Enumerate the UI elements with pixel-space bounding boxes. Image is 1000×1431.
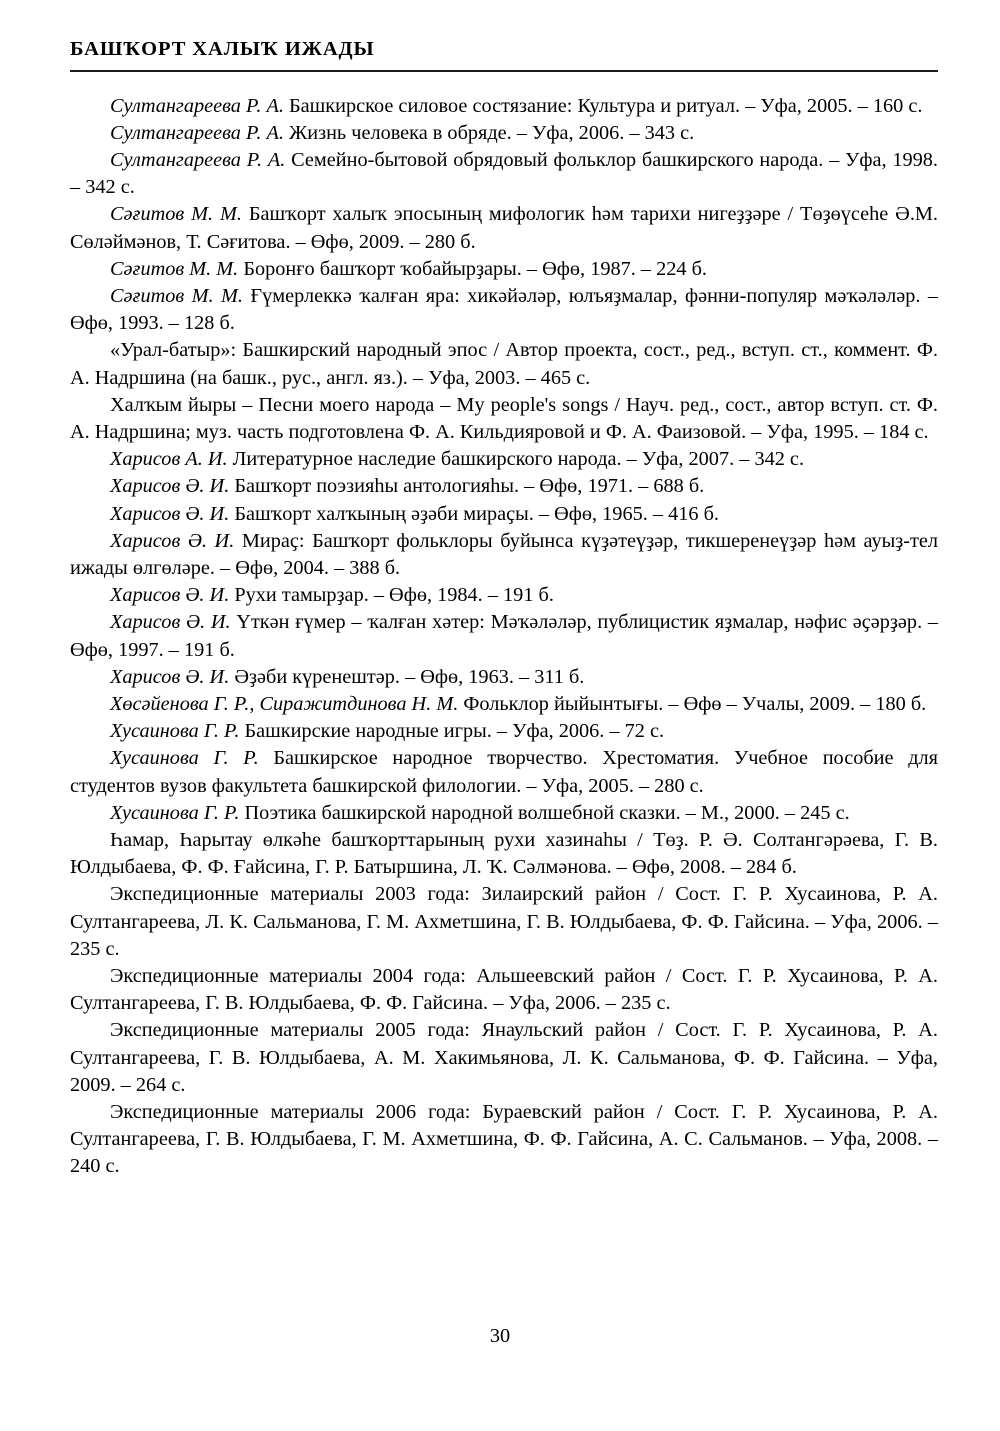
- entry-text: Рухи тамырҙар. – Өфө, 1984. – 191 б.: [229, 584, 554, 607]
- entry-text: Һамар, Һарытау өлкәһе башҡорттарының рухи хазинаһы / Төҙ. Р. Ә. Солтангәрәева, Г. В. Юлдыбаева, Ф. Ф. Ғайсина, Г. Р. Батыршина, Л. Ҡ. Сәлмәнова. – Өфө, 2008. – 284 б.: [70, 829, 938, 879]
- entry-text: Экспедиционные материалы 2006 года: Бураевский район / Сост. Г. Р. Хусаинова, Р. А. Султангареева, Г. В. Юлдыбаева, Г. М. Ахметшина, Ф. Ф. Гайсина, А. С. Сальманов. – Уфа, 2008. – 240 с.: [70, 1101, 938, 1178]
- bibliography-entry: [70, 93, 938, 120]
- bibliography-entry: [70, 120, 938, 147]
- entry-text: Үткән ғүмер – ҡалған хәтер: Мәҡәләләр, публицистик яҙмалар, нәфис әҫәрҙәр. – Өфө, 1997. – 191 б.: [70, 611, 938, 661]
- entry-author: Султангареева Р. А.: [110, 94, 284, 117]
- entry-text: Әҙәби күренештәр. – Өфө, 1963. – 311 б.: [229, 665, 585, 688]
- entry-author: Хусаинова Г. Р.: [110, 801, 240, 824]
- entry-text: Халҡым йыры – Песни моего народа – My people's songs / Науч. ред., сост., автор вступ. ст. Ф. А. Надршина; муз. часть подготовлена Ф. А. Кильдияровой и Ф. А. Фаизовой. – Уфа, 1995. – 184 с.: [70, 393, 938, 443]
- entry-author: Султангареева Р. А.: [110, 121, 284, 144]
- entry-author: Сәғитов М. М.: [110, 284, 243, 307]
- bibliography-entry: [70, 827, 938, 881]
- entry-text: Башҡорт халыҡ эпосының мифологик һәм тарихи нигеҙҙәре / Төҙөүсеһе Ә.М. Сөләймәнов, Т. Сәғитова. – Өфө, 2009. – 280 б.: [70, 203, 938, 253]
- bibliography-entry: [70, 1017, 938, 1099]
- bibliography-list: [70, 93, 938, 1181]
- entry-author: Харисов А. И.: [110, 448, 228, 471]
- bibliography-entry: [70, 800, 938, 827]
- page-number: 30: [489, 1325, 511, 1347]
- entry-text: Ғүмерлеккә ҡалған яра: хикәйәләр, юлъяҙмалар, фәнни-популяр мәҡәләләр. – Өфө, 1993. – 128 б.: [70, 284, 938, 335]
- bibliography-entry: [70, 337, 938, 391]
- bibliography-entry: [70, 609, 938, 663]
- running-head: БАШҠОРТ ХАЛЫҠ ИЖАДЫ: [70, 38, 375, 60]
- bibliography-entry: [70, 201, 938, 255]
- bibliography-entry: [70, 881, 938, 963]
- bibliography-entry: [70, 745, 938, 799]
- entry-text: Мираҫ: Башҡорт фольклоры буйынса күҙәтеүҙәр, тикшеренеүҙәр һәм ауыҙ-тел ижады өлгөләре. – Өфө, 2004. – 388 б.: [70, 529, 938, 579]
- entry-text: «Урал-батыр»: Башкирский народный эпос / Автор проекта, сост., ред., вступ. ст., коммент. Ф. А. Надршина (на башк., рус., англ. яз.). – Уфа, 2003. – 465 с.: [70, 339, 938, 389]
- entry-text: Башҡорт поэзияһы антологияһы. – Өфө, 1971. – 688 б.: [229, 475, 705, 498]
- page-content: [70, 0, 938, 1181]
- entry-text: Башкирские народные игры. – Уфа, 2006. – 72 с.: [239, 720, 665, 743]
- bibliography-entry: [70, 473, 938, 500]
- bibliography-entry: [70, 501, 938, 528]
- entry-text: Экспедиционные материалы 2003 года: Зилаирский район / Сост. Г. Р. Хусаинова, Р. А. Султангареева, Л. К. Сальманова, Г. М. Ахметшина, Г. В. Юлдыбаева, Ф. Ф. Гайсина. – Уфа, 2006. – 235 с.: [70, 883, 938, 960]
- entry-text: Поэтика башкирской народной волшебной сказки. – М., 2000. – 245 с.: [239, 801, 850, 824]
- bibliography-entry: [70, 528, 938, 582]
- bibliography-entry: [70, 718, 938, 745]
- bibliography-entry: [70, 582, 938, 609]
- bibliography-entry: [70, 691, 938, 718]
- entry-author: Хусаинова Г. Р.: [110, 720, 240, 743]
- entry-text: Башкирское силовое состязание: Культура и ритуал. – Уфа, 2005. – 160 с.: [283, 94, 923, 117]
- entry-text: Семейно-бытовой обрядовый фольклор башкирского народа. – Уфа, 1998. – 342 с.: [70, 148, 938, 199]
- bibliography-entry: [70, 392, 938, 446]
- bibliography-entry: [70, 147, 938, 201]
- entry-author: Харисов Ә. И.: [110, 502, 230, 525]
- entry-text: Боронғо башҡорт ҡобайырҙары. – Өфө, 1987. – 224 б.: [238, 257, 707, 280]
- bibliography-entry: [70, 256, 938, 283]
- entry-author: Сәғитов М. М.: [110, 203, 242, 226]
- entry-author: Харисов Ә. И.: [110, 529, 235, 552]
- entry-author: Харисов Ә. И.: [110, 665, 230, 688]
- entry-author: Хусаинова Г. Р.: [110, 747, 259, 770]
- bibliography-entry: [70, 963, 938, 1017]
- bibliography-entry: [70, 446, 938, 473]
- entry-text: Экспедиционные материалы 2004 года: Альшеевский район / Сост. Г. Р. Хусаинова, Р. А. Султангареева, Г. В. Юлдыбаева, Ф. Ф. Гайсина. – Уфа, 2006. – 235 с.: [70, 965, 938, 1015]
- bibliography-entry: [70, 283, 938, 337]
- bibliography-entry: [70, 1099, 938, 1181]
- entry-text: Экспедиционные материалы 2005 года: Янаульский район / Сост. Г. Р. Хусаинова, Р. А. Султангареева, Г. В. Юлдыбаева, А. М. Хакимьянова, Л. К. Сальманова, Ф. Ф. Гайсина. – Уфа, 2009. – 264 с.: [70, 1019, 938, 1096]
- entry-text: Жизнь человека в обряде. – Уфа, 2006. – 343 с.: [283, 121, 695, 144]
- entry-author: Сәғитов М. М.: [110, 257, 239, 280]
- bibliography-entry: [70, 664, 938, 691]
- entry-text: Фольклор йыйынтығы. – Өфө – Учалы, 2009. – 180 б.: [458, 693, 927, 716]
- entry-author: Харисов Ә. И.: [110, 611, 231, 634]
- entry-text: Башҡорт халҡының әҙәби мираҫы. – Өфө, 1965. – 416 б.: [229, 502, 719, 525]
- entry-author: Харисов Ә. И.: [110, 475, 230, 498]
- entry-author: Султангареева Р. А.: [110, 148, 286, 171]
- entry-author: Харисов Ә. И.: [110, 584, 230, 607]
- entry-text: Башкирское народное творчество. Хрестоматия. Учебное пособие для студентов вузов факультета башкирской филологии. – Уфа, 2005. – 280 с.: [70, 747, 938, 797]
- entry-text: Литературное наследие башкирского народа. – Уфа, 2007. – 342 с.: [227, 448, 805, 471]
- header-rule: [70, 70, 938, 72]
- entry-author: Хөсәйенова Г. Р., Сиражитдинова Н. М.: [110, 693, 459, 716]
